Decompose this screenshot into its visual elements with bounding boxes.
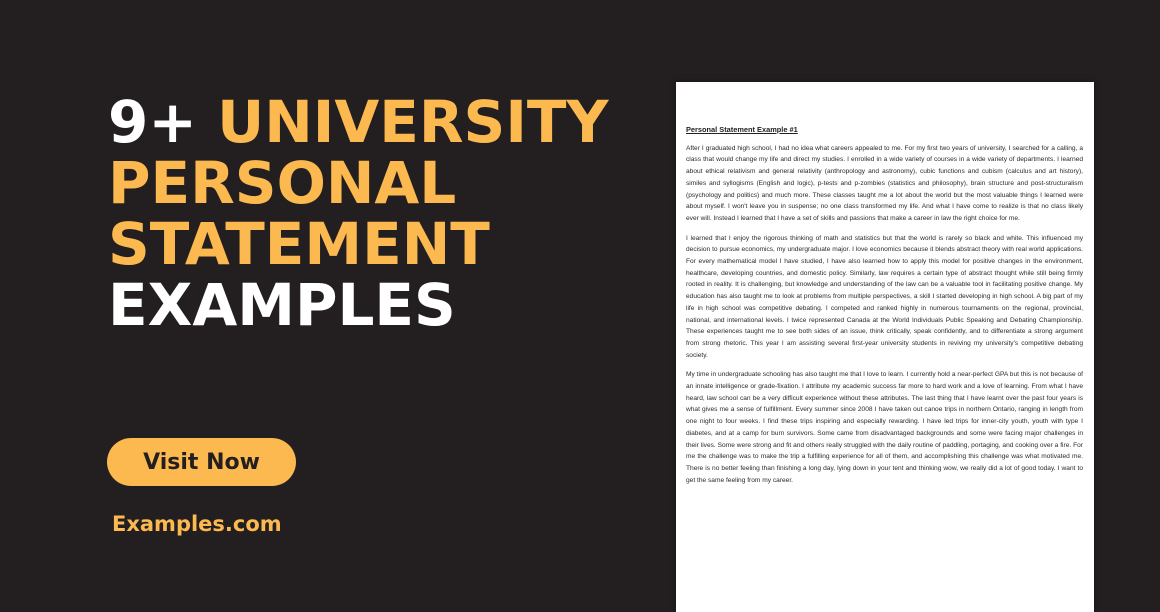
visit-now-button[interactable]: Visit Now — [107, 438, 296, 486]
headline — [108, 88, 609, 339]
headline-line-1 — [108, 88, 609, 156]
document-body — [686, 124, 1083, 494]
document-title: Personal Statement Example #1 — [686, 125, 798, 134]
headline-word-examples: EXAMPLES — [108, 271, 456, 339]
headline-word-statement: STATEMENT — [108, 210, 490, 278]
document-paragraph-1: After I graduated high school, I had no idea what careers appealed to me. For my first two years of university, I searched for a calling, a class that would change my life and direct my studies. I enrolled in a wide variety of courses in a wide variety of departments. I learned about ethical relativism and general relativity (anthropology and astronomy), cubic functions and cubism (calculus and art history), similes and syllogisms (English and logic), p-tests and p-zombies (statistics and philosophy), brain structure and post-structuralism (psychology and politics) and much more. These classes taught me a lot about the world but the most valuable things I learned were about myself. I won't leave you in suspense; no one class transformed my life. And what I have come to realize is that no class likely ever will. Instead I learned that I have a set of skills and passions that make a career in law the right choice for me. — [686, 144, 1083, 222]
document-paragraph-2: I learned that I enjoy the rigorous thinking of math and statistics but that the world is rarely so black and white. This influenced my decision to pursue economics, my undergraduate major. I love economics because it blends abstract theory with real world applications. For every mathematical model I have studied, I have also learned how to apply this model for positive changes in the environment, healthcare, developing countries, and domestic policy. Similarly, law requires a certain type of abstract thought while still being firmly rooted in reality. It is challenging, but knowledge and understanding of the law can be a valuable tool in facilitating positive change. My education has also taught me to look at problems from multiple perspectives, a skill I started developing in high school. A big part of my life in high school was competitive debating. I competed and ranked highly in numerous tournaments on the regional, provincial, national, and international levels. I twice represented Canada at the World Individuals Public Speaking and Debating Championship. These experiences taught me to see both sides of an issue, think critically, speak confidently, and to differentiate a strong argument from strong rhetoric. This year I am assisting several first-year university students in reviving my university's competitive debating society. — [686, 234, 1083, 359]
document-preview — [676, 82, 1094, 612]
headline-word-personal: PERSONAL — [108, 149, 457, 217]
headline-prefix: 9+ — [108, 88, 197, 156]
headline-word-university: UNIVERSITY — [217, 88, 609, 156]
brand-name: Examples.com — [112, 512, 282, 536]
document-paragraph-3: My time in undergraduate schooling has also taught me that I love to learn. I currently hold a near-perfect GPA but this is not because of an innate intelligence or grade-fixation. I attribute my academic success far more to hard work and a love of learning. From what I have heard, law school can be a very difficult experience without these attributes. The last thing that I have learnt over the past four years is what gives me a sense of fulfillment. Every summer since 2008 I have taken out canoe trips in northern Ontario, ranging in length from one night to four weeks. I find these trips inspiring and especially rewarding. I have led trips for inner-city youth, youth with type I diabetes, and at a camp for burn survivors. Some came from disadvantaged backgrounds and some were facing major challenges in their lives. Some were strong and fit and others really struggled with the daily routine of paddling, portaging, and cooking over a fire. For me the challenge was to make the trip a fulfilling experience for all of them, and accomplishing this challenge was what motivated me. There is no better feeling than finishing a long day, lying down in your tent and thinking wow, we really did a lot of good today. I want to get the same feeling from my career. — [686, 371, 1083, 484]
